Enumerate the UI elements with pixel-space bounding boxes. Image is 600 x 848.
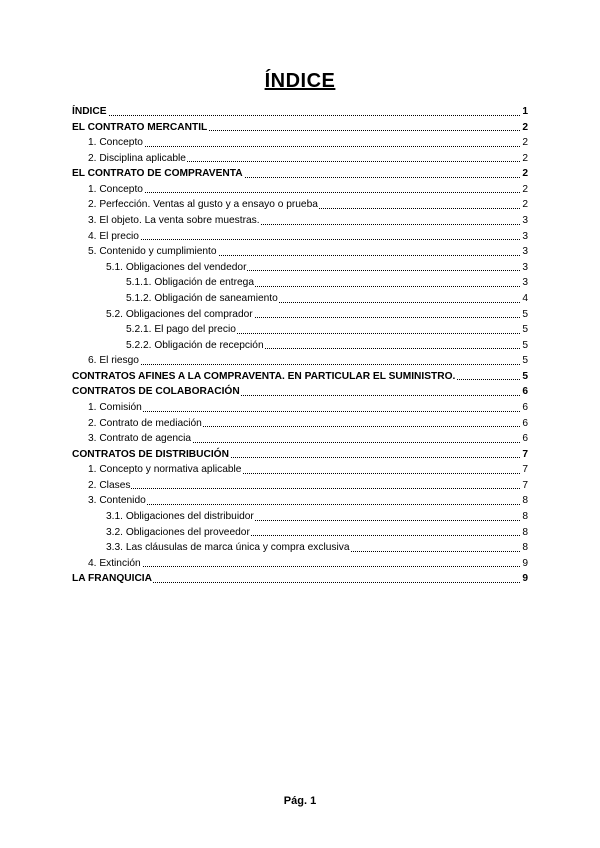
dot-leader xyxy=(88,239,528,240)
toc-entry[interactable] xyxy=(72,291,528,307)
toc-entry[interactable] xyxy=(72,275,528,291)
toc-entry[interactable] xyxy=(72,151,528,167)
toc-entry-label: CONTRATOS AFINES A LA COMPRAVENTA. EN PARTICULAR EL SUMINISTRO. xyxy=(72,369,456,385)
toc-entry[interactable] xyxy=(72,416,528,432)
toc-entry-page: 2 xyxy=(521,151,528,167)
toc-entry[interactable] xyxy=(72,322,528,338)
page-title: ÍNDICE xyxy=(264,70,336,92)
toc-entry[interactable] xyxy=(72,244,528,260)
toc-entry-page: 6 xyxy=(521,384,528,400)
toc-entry-page: 3 xyxy=(521,229,528,245)
toc-entry[interactable] xyxy=(72,493,528,509)
toc-entry-page: 2 xyxy=(521,120,528,136)
toc-entry-label: 1. Comisión xyxy=(88,400,143,416)
toc-entry[interactable] xyxy=(72,525,528,541)
toc-entry-label: 2. Disciplina aplicable xyxy=(88,151,187,167)
toc-entry-page: 7 xyxy=(521,447,528,463)
toc-entry-label: ÍNDICE xyxy=(72,104,108,120)
toc-entry-page: 2 xyxy=(521,166,528,182)
dot-leader xyxy=(88,146,528,147)
toc-entry-label: 6. El riesgo xyxy=(88,353,140,369)
dot-leader xyxy=(88,411,528,412)
toc-entry[interactable] xyxy=(72,353,528,369)
toc-entry-page: 9 xyxy=(521,556,528,572)
toc-entry-label: LA FRANQUICIA xyxy=(72,571,153,587)
toc-entry[interactable] xyxy=(72,338,528,354)
toc-entry-page: 8 xyxy=(521,525,528,541)
toc-entry-label: 3. Contrato de agencia xyxy=(88,431,192,447)
page-number-footer: Pág. 1 xyxy=(283,795,317,807)
toc-entry-label: 1. Concepto xyxy=(88,182,144,198)
toc-entry[interactable] xyxy=(72,166,528,182)
toc-entry[interactable] xyxy=(72,229,528,245)
toc-entry-label: 5. Contenido y cumplimiento xyxy=(88,244,218,260)
toc-entry-page: 5 xyxy=(521,322,528,338)
toc-entry[interactable] xyxy=(72,540,528,556)
toc-entry-page: 2 xyxy=(521,182,528,198)
toc-entry-label: EL CONTRATO DE COMPRAVENTA xyxy=(72,166,244,182)
toc-entry[interactable] xyxy=(72,571,528,587)
toc-entry-label: 3.2. Obligaciones del proveedor xyxy=(106,525,251,541)
toc-entry-label: CONTRATOS DE COLABORACIÓN xyxy=(72,384,241,400)
toc-entry-label: 3. Contenido xyxy=(88,493,147,509)
toc-entry-label: 5.2.2. Obligación de recepción xyxy=(126,338,265,354)
toc-entry[interactable] xyxy=(72,182,528,198)
toc-entry-page: 4 xyxy=(521,291,528,307)
toc-entry-page: 9 xyxy=(521,571,528,587)
toc-entry-page: 7 xyxy=(521,478,528,494)
toc-entry[interactable] xyxy=(72,307,528,323)
dot-leader xyxy=(88,566,528,567)
toc-entry-page: 3 xyxy=(521,275,528,291)
toc-entry-label: 4. El precio xyxy=(88,229,140,245)
toc-entry-page: 3 xyxy=(521,213,528,229)
dot-leader xyxy=(88,504,528,505)
toc-entry-page: 5 xyxy=(521,338,528,354)
dot-leader xyxy=(88,488,528,489)
toc-entry-page: 6 xyxy=(521,431,528,447)
toc-entry[interactable] xyxy=(72,447,528,463)
toc-entry-page: 2 xyxy=(521,135,528,151)
toc-entry[interactable] xyxy=(72,556,528,572)
toc-entry-label: 2. Perfección. Ventas al gusto y a ensayo o prueba xyxy=(88,197,319,213)
table-of-contents xyxy=(72,104,528,587)
toc-entry-page: 3 xyxy=(521,244,528,260)
toc-entry[interactable] xyxy=(72,213,528,229)
toc-entry[interactable] xyxy=(72,400,528,416)
toc-entry-label: 2. Clases xyxy=(88,478,131,494)
toc-entry[interactable] xyxy=(72,478,528,494)
toc-entry-label: 5.1.1. Obligación de entrega xyxy=(126,275,255,291)
toc-entry[interactable] xyxy=(72,197,528,213)
toc-entry[interactable] xyxy=(72,260,528,276)
toc-entry-page: 5 xyxy=(521,353,528,369)
toc-entry-page: 7 xyxy=(521,462,528,478)
toc-entry[interactable] xyxy=(72,135,528,151)
toc-entry-label: 5.1.2. Obligación de saneamiento xyxy=(126,291,279,307)
dot-leader xyxy=(88,364,528,365)
toc-entry-label: 5.1. Obligaciones del vendedor xyxy=(106,260,247,276)
toc-entry[interactable] xyxy=(72,120,528,136)
toc-entry-label: 3.3. Las cláusulas de marca única y compra exclusiva xyxy=(106,540,351,556)
toc-entry-page: 8 xyxy=(521,493,528,509)
toc-entry[interactable] xyxy=(72,384,528,400)
toc-entry-label: 4. Extinción xyxy=(88,556,142,572)
toc-entry-label: CONTRATOS DE DISTRIBUCIÓN xyxy=(72,447,230,463)
toc-entry-page: 6 xyxy=(521,416,528,432)
toc-entry-page: 6 xyxy=(521,400,528,416)
toc-entry[interactable] xyxy=(72,462,528,478)
toc-entry[interactable] xyxy=(72,509,528,525)
toc-entry-label: 5.2. Obligaciones del comprador xyxy=(106,307,254,323)
toc-entry-label: EL CONTRATO MERCANTIL xyxy=(72,120,208,136)
toc-entry-page: 3 xyxy=(521,260,528,276)
toc-entry-label: 3.1. Obligaciones del distribuidor xyxy=(106,509,255,525)
toc-entry-page: 8 xyxy=(521,540,528,556)
toc-entry[interactable] xyxy=(72,369,528,385)
toc-entry-label: 1. Concepto y normativa aplicable xyxy=(88,462,242,478)
dot-leader xyxy=(88,192,528,193)
toc-entry-page: 8 xyxy=(521,509,528,525)
toc-entry-page: 2 xyxy=(521,197,528,213)
toc-entry-page: 5 xyxy=(521,369,528,385)
toc-entry-label: 5.2.1. El pago del precio xyxy=(126,322,237,338)
toc-entry[interactable] xyxy=(72,431,528,447)
toc-entry-label: 1. Concepto xyxy=(88,135,144,151)
dot-leader xyxy=(72,115,528,116)
toc-entry-label: 2. Contrato de mediación xyxy=(88,416,203,432)
toc-entry-page: 1 xyxy=(521,104,528,120)
toc-entry[interactable] xyxy=(72,104,528,120)
toc-entry-label: 3. El objeto. La venta sobre muestras. xyxy=(88,213,261,229)
toc-entry-page: 5 xyxy=(521,307,528,323)
